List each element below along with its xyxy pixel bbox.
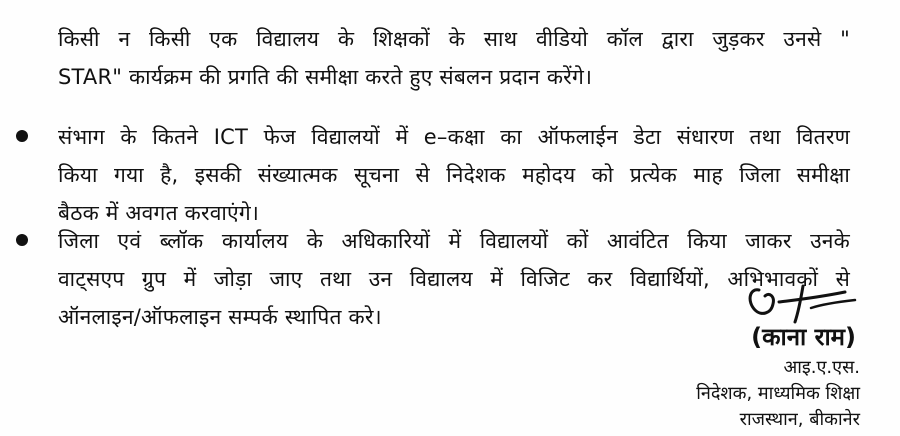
bullet-point-whatsapp-groups (58, 222, 850, 336)
signatory-place: राजस्थान, बीकानेर (739, 409, 860, 430)
paragraph-line: STAR" कार्यक्रम की प्रगति की समीक्षा करते हुए संबलन प्रदान करेंगे। (58, 65, 593, 89)
bullet-point-ict-offline-data (58, 118, 850, 232)
bullet-line: किया गया है, इसकी संख्यात्मक सूचना से निदेशक महोदय को प्रत्येक माह जिला समीक्षा (58, 163, 850, 187)
paragraph-line: किसी न किसी एक विद्यालय के शिक्षकों के साथ वीडियो कॉल द्वारा जुड़कर उनसे " (58, 27, 850, 51)
bullet-line: ऑनलाइन/ऑफलाइन सम्पर्क स्थापित करे। (58, 305, 382, 329)
signatory-designation: आइ.ए.एस. (783, 357, 860, 378)
bullet-line: जिला एवं ब्लॉक कार्यालय के अधिकारियों में विद्यालयों कों आवंटित किया जाकर उनके (58, 229, 850, 253)
bullet-line: वाट्सएप ग्रुप में जोड़ा जाए तथा उन विद्यालय में विजिट कर विद्यार्थियों, अभिभावकों से (58, 267, 850, 291)
handwritten-signature (745, 278, 865, 328)
paragraph-continuation (58, 20, 850, 96)
bullet-dot-icon (16, 130, 28, 142)
bullet-line: संभाग के कितने ICT फेज विद्यालयों में e–कक्षा का ऑफलाईन डेटा संधारण तथा वितरण (58, 125, 850, 149)
signatory-name: (काना राम) (751, 323, 856, 351)
bullet-dot-icon (16, 234, 28, 246)
bullet-line: बैठक में अवगत करवाएंगे। (58, 201, 260, 225)
signatory-title: निदेशक, माध्यमिक शिक्षा (696, 383, 860, 404)
